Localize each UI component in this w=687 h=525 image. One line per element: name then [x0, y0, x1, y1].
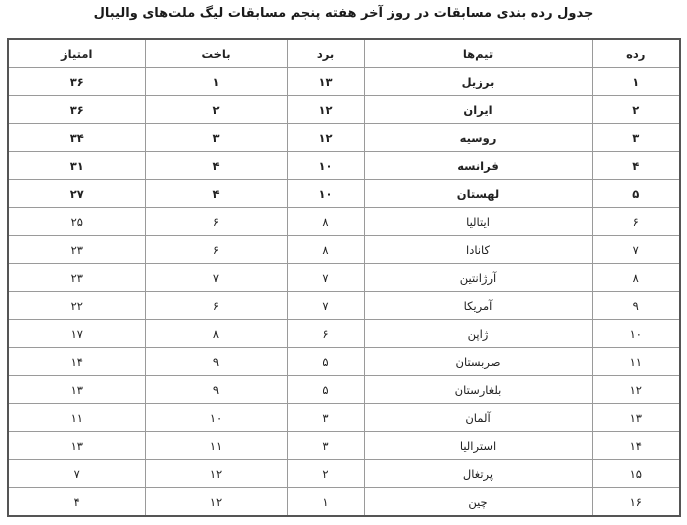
wins-cell: ۳ [287, 404, 364, 432]
table-row [8, 376, 680, 404]
table-row [8, 264, 680, 292]
losses-cell: ۳ [145, 124, 287, 152]
header-points: امتیاز [8, 39, 145, 68]
table-row [8, 320, 680, 348]
losses-cell: ۱ [145, 68, 287, 96]
table-row [8, 488, 680, 517]
table-row [8, 460, 680, 488]
wins-cell: ۱۰ [287, 180, 364, 208]
header-row [8, 39, 680, 68]
losses-cell: ۱۲ [145, 488, 287, 517]
losses-cell: ۷ [145, 264, 287, 292]
points-cell: ۲۲ [8, 292, 145, 320]
losses-cell: ۹ [145, 348, 287, 376]
header-losses: باخت [145, 39, 287, 68]
wins-cell: ۱۲ [287, 124, 364, 152]
rank-cell: ۸ [592, 264, 680, 292]
losses-cell: ۲ [145, 96, 287, 124]
table-row [8, 152, 680, 180]
wins-cell: ۱۳ [287, 68, 364, 96]
table-row [8, 208, 680, 236]
points-cell: ۱۳ [8, 432, 145, 460]
losses-cell: ۶ [145, 292, 287, 320]
team-cell: استرالیا [364, 432, 592, 460]
table-row [8, 96, 680, 124]
team-cell: ایران [364, 96, 592, 124]
team-cell: چین [364, 488, 592, 517]
team-cell: روسیه [364, 124, 592, 152]
team-cell: ژاپن [364, 320, 592, 348]
losses-cell: ۴ [145, 152, 287, 180]
table-title: جدول رده بندی مسابقات در روز آخر هفته پنجم مسابقات لیگ ملت‌های والیبال [93, 6, 594, 21]
header-team: تیم‌ها [364, 39, 592, 68]
rank-cell: ۱۱ [592, 348, 680, 376]
table-row [8, 348, 680, 376]
rank-cell: ۲ [592, 96, 680, 124]
rank-cell: ۶ [592, 208, 680, 236]
losses-cell: ۱۲ [145, 460, 287, 488]
wins-cell: ۷ [287, 264, 364, 292]
losses-cell: ۱۱ [145, 432, 287, 460]
table-row [8, 236, 680, 264]
wins-cell: ۱۰ [287, 152, 364, 180]
table-row [8, 68, 680, 96]
team-cell: فرانسه [364, 152, 592, 180]
team-cell: کانادا [364, 236, 592, 264]
table-row [8, 124, 680, 152]
points-cell: ۳۶ [8, 96, 145, 124]
rank-cell: ۳ [592, 124, 680, 152]
standings-table [7, 38, 681, 517]
table-row [8, 180, 680, 208]
wins-cell: ۵ [287, 348, 364, 376]
wins-cell: ۸ [287, 208, 364, 236]
losses-cell: ۱۰ [145, 404, 287, 432]
points-cell: ۲۷ [8, 180, 145, 208]
points-cell: ۴ [8, 488, 145, 517]
team-cell: آلمان [364, 404, 592, 432]
team-cell: پرتغال [364, 460, 592, 488]
team-cell: برزیل [364, 68, 592, 96]
points-cell: ۱۴ [8, 348, 145, 376]
rank-cell: ۱۲ [592, 376, 680, 404]
rank-cell: ۴ [592, 152, 680, 180]
team-cell: ایتالیا [364, 208, 592, 236]
rank-cell: ۱ [592, 68, 680, 96]
rank-cell: ۵ [592, 180, 680, 208]
points-cell: ۳۶ [8, 68, 145, 96]
rank-cell: ۱۵ [592, 460, 680, 488]
losses-cell: ۴ [145, 180, 287, 208]
rank-cell: ۱۳ [592, 404, 680, 432]
points-cell: ۱۳ [8, 376, 145, 404]
table-row [8, 292, 680, 320]
points-cell: ۲۳ [8, 236, 145, 264]
losses-cell: ۶ [145, 208, 287, 236]
rank-cell: ۱۰ [592, 320, 680, 348]
wins-cell: ۷ [287, 292, 364, 320]
team-cell: آرژانتین [364, 264, 592, 292]
rank-cell: ۱۶ [592, 488, 680, 517]
wins-cell: ۵ [287, 376, 364, 404]
wins-cell: ۱۲ [287, 96, 364, 124]
points-cell: ۱۷ [8, 320, 145, 348]
points-cell: ۱۱ [8, 404, 145, 432]
header-rank: رده [592, 39, 680, 68]
points-cell: ۲۳ [8, 264, 145, 292]
losses-cell: ۹ [145, 376, 287, 404]
points-cell: ۳۴ [8, 124, 145, 152]
team-cell: لهستان [364, 180, 592, 208]
rank-cell: ۱۴ [592, 432, 680, 460]
wins-cell: ۶ [287, 320, 364, 348]
header-wins: برد [287, 39, 364, 68]
team-cell: بلغارستان [364, 376, 592, 404]
wins-cell: ۳ [287, 432, 364, 460]
wins-cell: ۸ [287, 236, 364, 264]
team-cell: صربستان [364, 348, 592, 376]
team-cell: آمریکا [364, 292, 592, 320]
losses-cell: ۸ [145, 320, 287, 348]
wins-cell: ۱ [287, 488, 364, 517]
table-row [8, 432, 680, 460]
rank-cell: ۷ [592, 236, 680, 264]
points-cell: ۷ [8, 460, 145, 488]
points-cell: ۳۱ [8, 152, 145, 180]
wins-cell: ۲ [287, 460, 364, 488]
rank-cell: ۹ [592, 292, 680, 320]
points-cell: ۲۵ [8, 208, 145, 236]
table-row [8, 404, 680, 432]
losses-cell: ۶ [145, 236, 287, 264]
